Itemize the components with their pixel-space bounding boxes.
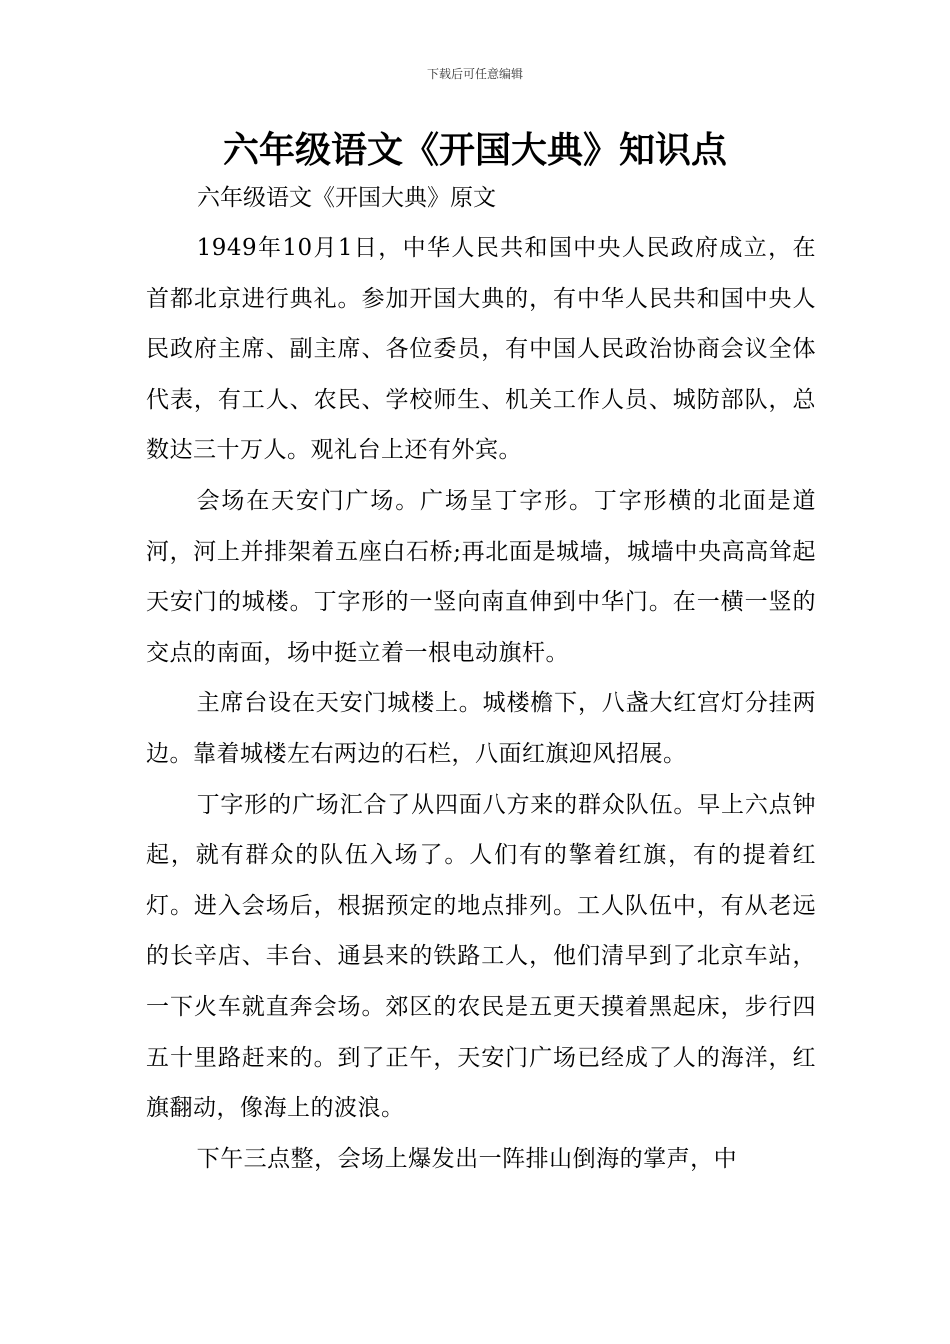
paragraph-3: 主席台设在天安门城楼上。城楼檐下，八盏大红宫灯分挂两边。靠着城楼左右两边的石栏，八面红旗迎风招展。 xyxy=(146,690,816,767)
paragraph-1: 1949年10月1日，中华人民共和国中央人民政府成立，在首都北京进行典礼。参加开国大典的，有中华人民共和国中央人民政府主席、副主席、各位委员，有中国人民政治协商会议全体代表，有工人、农民、学校师生、机关工作人员、城防部队，总数达三十万人。观礼台上还有外宾。 xyxy=(146,235,816,464)
paragraph-4: 丁字形的广场汇合了从四面八方来的群众队伍。早上六点钟起，就有群众的队伍入场了。人们有的擎着红旗，有的提着红灯。进入会场后，根据预定的地点排列。工人队伍中，有从老远的长辛店、丰台、通县来的铁路工人，他们清早到了北京车站，一下火车就直奔会场。郊区的农民是五更天摸着黑起床，步行四五十里路赶来的。到了正午，天安门广场已经成了人的海洋，红旗翻动，像海上的波浪。 xyxy=(146,791,816,1122)
paragraph-5: 下午三点整，会场上爆发出一阵排山倒海的掌声，中 xyxy=(196,1145,738,1172)
page-header-note: 下载后可任意编辑 xyxy=(426,67,523,81)
document-body xyxy=(146,223,816,1184)
document-subtitle: 六年级语文《开国大典》原文 xyxy=(197,185,496,211)
paragraph-2: 会场在天安门广场。广场呈丁字形。丁字形横的北面是道河，河上并排架着五座白石桥;再北面是城墙，城墙中央高高耸起天安门的城楼。丁字形的一竖向南直伸到中华门。在一横一竖的交点的南面，场中挺立着一根电动旗杆。 xyxy=(146,487,816,666)
document-title: 六年级语文《开国大典》知识点 xyxy=(222,130,727,171)
